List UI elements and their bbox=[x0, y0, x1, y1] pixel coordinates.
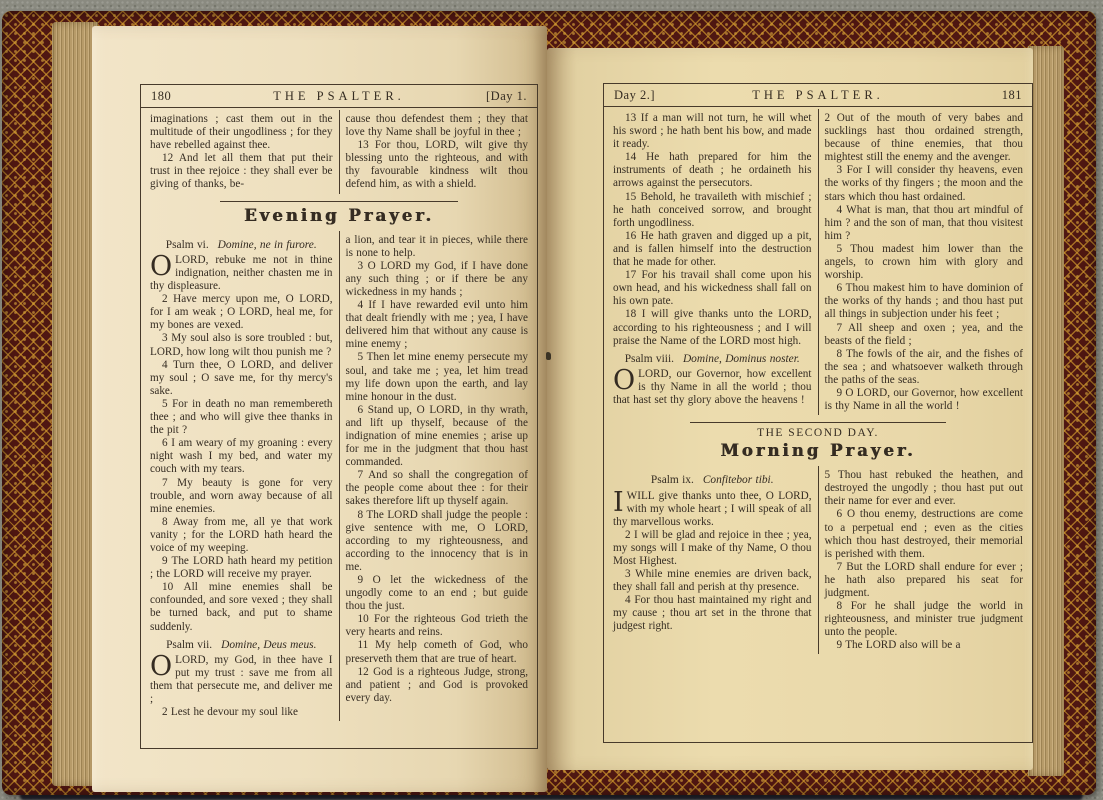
verse-continuation: cause thou defendest them ; they that love thy Name shall be joyful in thee ; bbox=[345, 113, 528, 139]
drop-cap-initial: I bbox=[613, 486, 624, 518]
verse-text: LORD, rebuke me not in thine indignation, neither chasten me in thy displeasure. bbox=[150, 253, 333, 293]
verse: 4 For thou hast maintained my right and my cause ; thou art set in the throne that judgest right. bbox=[613, 594, 812, 633]
drop-cap-initial: O bbox=[613, 365, 636, 397]
day-marker: Day 2.] bbox=[614, 88, 655, 102]
verse: 6 Thou makest him to have dominion of the works of thy hands ; and thou hast put all things in subjection under his feet ; bbox=[824, 282, 1023, 321]
verse-text: LORD, our Governor, how excellent is thy Name in all the world ; thou that hast set thy glory above the heavens ! bbox=[613, 368, 812, 407]
page-number: 180 bbox=[151, 89, 172, 103]
verse: 7 My beauty is gone for very trouble, and worn away because of all mine enemies. bbox=[150, 476, 333, 515]
left-page-text-frame bbox=[140, 84, 538, 749]
running-title: THE PSALTER. bbox=[752, 88, 884, 102]
verse: 3 My soul also is sore troubled : but, LORD, how long wilt thou punish me ? bbox=[150, 332, 333, 358]
prayer-heading: Evening Prayer. bbox=[243, 205, 434, 225]
page-number: 181 bbox=[1001, 88, 1022, 102]
verse: 2 Have mercy upon me, O LORD, for I am weak ; O LORD, heal me, for my bones are vexed. bbox=[150, 293, 333, 332]
psalm-vii-verse-1 bbox=[150, 650, 333, 706]
prayer-heading: Morning Prayer. bbox=[720, 441, 916, 461]
verse: 8 For he shall judge the world in righteousness, and minister true judgment unto the people. bbox=[824, 600, 1023, 639]
left-upper-columns bbox=[141, 108, 537, 194]
running-title: THE PSALTER. bbox=[273, 89, 405, 103]
left-upper-column-1 bbox=[144, 110, 339, 194]
verse: 3 For I will consider thy heavens, even the works of thy fingers ; the moon and the stars which thou hast ordained. bbox=[824, 164, 1023, 203]
verse: 13 If a man will not turn, he will whet his sword ; he hath bent his bow, and made it ready. bbox=[613, 112, 812, 151]
drop-cap-initial: O bbox=[150, 650, 173, 682]
psalm-viii-heading bbox=[613, 353, 812, 366]
verse: 17 For his travail shall come upon his own head, and his wickedness shall fall on his own pate. bbox=[613, 269, 812, 308]
second-day-heading: THE SECOND DAY. bbox=[757, 427, 879, 440]
verse: 2 Out of the mouth of very babes and sucklings hast thou ordained strength, because of thine enemies, that thou mightest still the enemy and the avenger. bbox=[824, 112, 1023, 164]
verse: 2 I will be glad and rejoice in thee ; yea, my songs will I make of thy Name, O thou Most Highest. bbox=[613, 528, 812, 567]
gutter-speck bbox=[546, 352, 551, 360]
verse: 9 The LORD also will be a bbox=[836, 639, 961, 652]
verse: 7 All sheep and oxen ; yea, and the beasts of the field ; bbox=[824, 321, 1023, 347]
verse: 8 Away from me, all ye that work vanity ; for the LORD hath heard the voice of my weeping. bbox=[150, 515, 333, 554]
evening-prayer-section-heading bbox=[141, 194, 537, 229]
right-page-header bbox=[604, 84, 1032, 107]
left-lower-columns bbox=[141, 229, 537, 722]
verse: 10 For the righteous God trieth the very hearts and reins. bbox=[345, 613, 528, 639]
verse: 7 But the LORD shall endure for ever ; he hath also prepared his seat for judgment. bbox=[824, 560, 1023, 599]
psalm-ix-verse-1 bbox=[613, 486, 812, 529]
verse: 2 Lest he devour my soul like bbox=[162, 706, 298, 719]
verse: 6 Stand up, O LORD, in thy wrath, and lift up thyself, because of the indignation of mine enemies ; arise up for me in the judgment that thou hast commanded. bbox=[345, 403, 528, 469]
verse-continuation: imaginations ; cast them out in the multitude of their ungodliness ; for they have rebelled against thee. bbox=[150, 113, 333, 152]
verse: 16 He hath graven and digged up a pit, and is fallen himself into the destruction that he made for other. bbox=[613, 229, 812, 269]
second-day-section-heading bbox=[604, 415, 1032, 464]
right-upper-column-2 bbox=[818, 109, 1030, 415]
verse: 7 And so shall the congregation of the people come about thee : for their sakes therefore lift up thyself again. bbox=[345, 469, 528, 508]
verse-text: LORD, my God, in thee have I put my trust : save me from all them that persecute me, and deliver me ; bbox=[150, 653, 333, 706]
psalm-viii-verse-1 bbox=[613, 365, 812, 407]
left-page bbox=[92, 26, 547, 792]
verse: 14 He hath prepared for him the instruments of death ; he ordaineth his arrows against the persecutors. bbox=[613, 151, 812, 190]
verse: 15 Behold, he travaileth with mischief ; he hath conceived sorrow, and brought forth ungodliness. bbox=[613, 190, 812, 229]
right-lower-columns bbox=[604, 464, 1032, 654]
psalm-number: Psalm viii. bbox=[624, 352, 674, 365]
verse: 9 O LORD, our Governor, how excellent is thy Name in all the world ! bbox=[824, 386, 1023, 413]
psalm-number: Psalm ix. bbox=[650, 474, 694, 487]
page-edges-right bbox=[1028, 46, 1064, 776]
verse: 12 God is a righteous Judge, strong, and patient ; and God is provoked every day. bbox=[345, 665, 528, 704]
verse: 4 If I have rewarded evil unto him that dealt friendly with me ; yea, I have delivered him that without any cause is mine enemy ; bbox=[345, 299, 528, 351]
verse: 3 O LORD my God, if I have done any such thing ; or if there be any wickedness in my hands ; bbox=[345, 259, 528, 298]
right-upper-columns bbox=[604, 107, 1032, 415]
left-lower-column-1 bbox=[144, 231, 339, 722]
verse-text: WILL give thanks unto thee, O LORD, with my whole heart ; I will speak of all thy marvellous works. bbox=[613, 489, 812, 528]
psalm-latin-title: Confitebor tibi. bbox=[702, 474, 774, 487]
psalm-latin-title: Domine, Deus meus. bbox=[221, 638, 317, 651]
verse: 11 My help cometh of God, who preserveth them that are true of heart. bbox=[345, 639, 528, 665]
psalm-vi-heading bbox=[150, 239, 333, 252]
right-upper-column-1 bbox=[607, 109, 818, 415]
day-marker: [Day 1. bbox=[486, 89, 527, 103]
drop-cap-initial: O bbox=[150, 250, 173, 282]
right-lower-column-1 bbox=[607, 466, 818, 654]
verse: 4 Turn thee, O LORD, and deliver my soul ; O save me, for thy mercy's sake. bbox=[150, 358, 333, 397]
verse: 10 All mine enemies shall be confounded, and sore vexed ; they shall be turned back, and put to shame suddenly. bbox=[150, 581, 333, 633]
psalm-latin-title: Domine, ne in furore. bbox=[217, 238, 317, 251]
verse: 6 I am weary of my groaning : every night wash I my bed, and water my couch with my tears. bbox=[150, 437, 333, 476]
left-page-header bbox=[141, 85, 537, 108]
psalm-vii-heading bbox=[150, 639, 333, 652]
left-lower-column-2 bbox=[339, 231, 535, 722]
verse: 8 The fowls of the air, and the fishes of the sea ; and whatsoever walketh through the paths of the seas. bbox=[824, 347, 1023, 386]
psalm-ix-heading bbox=[613, 474, 812, 487]
verse: 8 The LORD shall judge the people : give sentence with me, O LORD, according to my righteousness, and according to the innocency that is in me. bbox=[345, 508, 528, 573]
verse: 6 O thou enemy, destructions are come to a perpetual end ; even as the cities which thou hast destroyed, their memorial is perished with them. bbox=[824, 508, 1023, 560]
verse: 4 What is man, that thou art mindful of him ? and the son of man, that thou visitest him ? bbox=[824, 203, 1023, 242]
heading-rule bbox=[690, 422, 947, 423]
verse: 5 Thou madest him lower than the angels, to crown him with glory and worship. bbox=[824, 242, 1023, 282]
verse: 12 And let all them that put their trust in thee rejoice : they shall ever be giving of thanks, be- bbox=[150, 152, 333, 191]
verse: 9 The LORD hath heard my petition ; the LORD will receive my prayer. bbox=[150, 555, 333, 581]
left-upper-column-2 bbox=[339, 110, 535, 194]
verse: 18 I will give thanks unto the LORD, according to his righteousness ; and I will praise the Name of the LORD most high. bbox=[613, 308, 812, 347]
psalm-latin-title: Domine, Dominus noster. bbox=[682, 352, 800, 365]
right-lower-column-2 bbox=[818, 466, 1030, 654]
verse: 5 Thou hast rebuked the heathen, and destroyed the ungodly ; thou hast put out their name for ever and ever. bbox=[824, 469, 1023, 508]
heading-rule bbox=[220, 201, 458, 202]
verse: 3 While mine enemies are driven back, they shall fall and perish at thy presence. bbox=[613, 568, 812, 594]
psalm-number: Psalm vi. bbox=[165, 238, 209, 251]
verse: 5 Then let mine enemy persecute my soul, and take me ; yea, let him tread my life down upon the earth, and lay mine honour in the dust. bbox=[345, 351, 528, 403]
verse-continuation: a lion, and tear it in pieces, while there is none to help. bbox=[345, 233, 528, 259]
verse: 5 For in death no man remembereth thee ; and who will give thee thanks in the pit ? bbox=[150, 397, 333, 437]
psalm-vi-verse-1 bbox=[150, 250, 333, 293]
psalm-number: Psalm vii. bbox=[166, 638, 213, 651]
verse: 13 For thou, LORD, wilt give thy blessing unto the righteous, and with thy favourable kindness wilt thou defend him, as with a shield. bbox=[345, 139, 528, 191]
right-page bbox=[547, 48, 1033, 770]
right-page-text-frame bbox=[603, 83, 1033, 743]
verse: 9 O let the wickedness of the ungodly come to an end ; but guide thou the just. bbox=[345, 574, 528, 613]
